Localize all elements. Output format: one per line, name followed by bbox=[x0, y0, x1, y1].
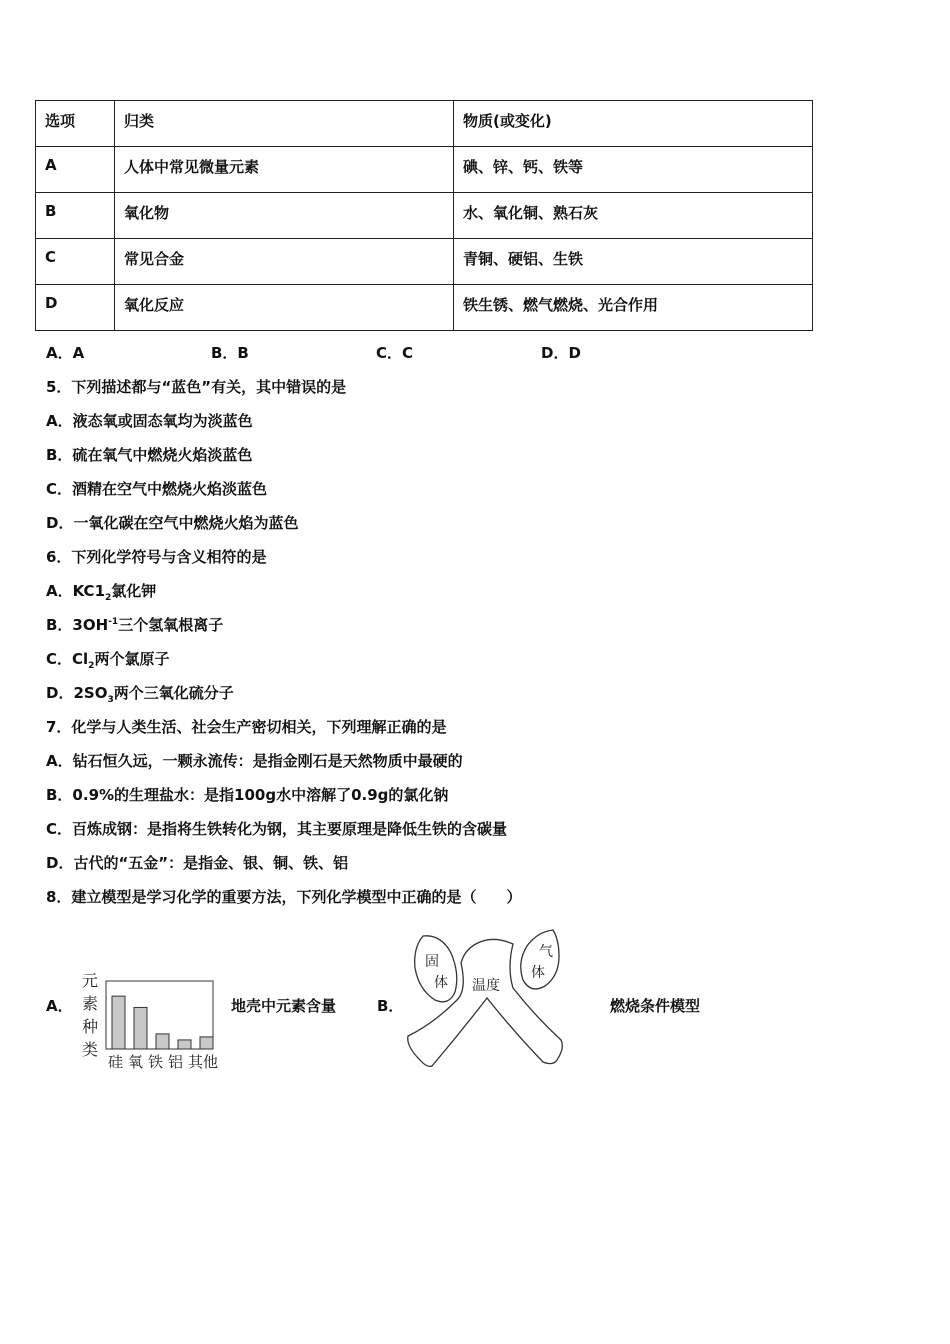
q6-stem: 6．下列化学符号与含义相符的是 bbox=[46, 548, 267, 566]
q7-option-d[interactable]: D．古代的“五金”：是指金、银、铜、铁、铝 bbox=[46, 854, 349, 872]
q6-option-a[interactable] bbox=[46, 580, 156, 603]
table-cell: 铁生锈、燃气燃烧、光合作用 bbox=[454, 285, 813, 331]
q5-option-d[interactable]: D．一氧化碳在空气中燃烧火焰为蓝色 bbox=[46, 514, 299, 532]
table-cell: 人体中常见微量元素 bbox=[115, 147, 454, 193]
bar-0 bbox=[112, 996, 125, 1049]
table-cell: C bbox=[36, 239, 115, 285]
table-cell: 氧化反应 bbox=[115, 285, 454, 331]
fire-label-temperature: 温度 bbox=[472, 978, 500, 994]
q6-option-b[interactable] bbox=[46, 614, 223, 635]
bar-3 bbox=[178, 1040, 191, 1049]
q8-option-b-label[interactable]: B． bbox=[377, 997, 404, 1015]
table-cell: B bbox=[36, 193, 115, 239]
q4-option-b[interactable]: B．B bbox=[211, 344, 249, 362]
q6-d-meaning: 两个三氧化硫分子 bbox=[113, 684, 234, 702]
fire-label-gas: 气 bbox=[539, 944, 553, 960]
table-cell: 氧化物 bbox=[115, 193, 454, 239]
q4-option-d[interactable]: D．D bbox=[541, 344, 581, 362]
bar-4 bbox=[200, 1037, 213, 1049]
y-label-char: 类 bbox=[82, 1040, 99, 1059]
table-row bbox=[36, 147, 813, 193]
q5-option-a[interactable]: A．液态氧或固态氧均为淡蓝色 bbox=[46, 412, 253, 430]
q6-c-subscript: 2 bbox=[88, 661, 95, 671]
q6-b-superscript: -1 bbox=[108, 617, 119, 627]
q6-d-formula: D．2SO bbox=[46, 684, 108, 702]
crust-element-bar-chart bbox=[78, 968, 228, 1074]
x-tick-label: 硅 bbox=[108, 1053, 124, 1071]
combustion-model-fire-diagram bbox=[405, 928, 570, 1070]
q4-table bbox=[35, 100, 813, 331]
q7-option-c[interactable]: C．百炼成钢：是指将生铁转化为钢，其主要原理是降低生铁的含碳量 bbox=[46, 820, 508, 838]
q6-d-subscript: 3 bbox=[107, 695, 114, 705]
q5-stem: 5．下列描述都与“蓝色”有关，其中错误的是 bbox=[46, 378, 347, 396]
table-row bbox=[36, 193, 813, 239]
table-cell: A bbox=[36, 147, 115, 193]
bar-2 bbox=[156, 1034, 169, 1049]
q8-option-a-label[interactable]: A． bbox=[46, 997, 73, 1015]
table-header-option: 选项 bbox=[36, 101, 115, 147]
y-label-char: 素 bbox=[82, 994, 99, 1013]
table-row bbox=[36, 285, 813, 331]
q8-option-b-caption: 燃烧条件模型 bbox=[610, 997, 701, 1015]
q6-a-subscript: 2 bbox=[105, 593, 112, 603]
table-header-category: 归类 bbox=[115, 101, 454, 147]
q5-option-c[interactable]: C．酒精在空气中燃烧火焰淡蓝色 bbox=[46, 480, 268, 498]
q4-option-a[interactable]: A．A bbox=[46, 344, 85, 362]
q5-option-b[interactable]: B．硫在氧气中燃烧火焰淡蓝色 bbox=[46, 446, 253, 464]
table-header-substance: 物质(或变化) bbox=[454, 101, 813, 147]
table-cell: 常见合金 bbox=[115, 239, 454, 285]
q7-stem: 7．化学与人类生活、社会生产密切相关，下列理解正确的是 bbox=[46, 718, 447, 736]
table-cell: 碘、锌、钙、铁等 bbox=[454, 147, 813, 193]
table-row bbox=[36, 101, 813, 147]
q7-option-b[interactable]: B．0.9%的生理盐水：是指100g水中溶解了0.9g的氯化钠 bbox=[46, 786, 449, 804]
table-cell: 青铜、硬铝、生铁 bbox=[454, 239, 813, 285]
fire-label-solid: 固 bbox=[425, 954, 439, 970]
table-cell: 水、氧化铜、熟石灰 bbox=[454, 193, 813, 239]
q6-a-meaning: 氯化钾 bbox=[111, 582, 157, 600]
q7-option-a[interactable]: A．钻石恒久远，一颗永流传：是指金刚石是天然物质中最硬的 bbox=[46, 752, 463, 770]
fire-label-gas: 体 bbox=[531, 965, 545, 981]
x-tick-label: 氧 bbox=[128, 1053, 144, 1071]
bar-1 bbox=[134, 1007, 147, 1049]
x-tick-label: 铝 bbox=[168, 1053, 184, 1071]
x-tick-label: 铁 bbox=[148, 1053, 164, 1071]
q6-b-formula: B．3OH bbox=[46, 616, 109, 634]
q8-stem: 8．建立模型是学习化学的重要方法，下列化学模型中正确的是（ ） bbox=[46, 888, 522, 906]
q6-b-meaning: 三个氢氧根离子 bbox=[118, 616, 224, 634]
fire-label-solid: 体 bbox=[434, 975, 448, 991]
q6-option-c[interactable] bbox=[46, 648, 169, 671]
q6-option-d[interactable] bbox=[46, 682, 234, 705]
table-cell: D bbox=[36, 285, 115, 331]
q4-options bbox=[46, 342, 706, 363]
y-label-char: 种 bbox=[82, 1017, 99, 1036]
q6-c-formula: C．Cl bbox=[46, 650, 89, 668]
q8-option-a-caption: 地壳中元素含量 bbox=[231, 997, 337, 1015]
chart-y-label bbox=[82, 971, 98, 1059]
q4-option-c[interactable]: C．C bbox=[376, 344, 414, 362]
x-tick-label: 其他 bbox=[188, 1053, 219, 1071]
y-label-char: 元 bbox=[82, 971, 99, 990]
table-row bbox=[36, 239, 813, 285]
q6-a-formula: A．KC1 bbox=[46, 582, 106, 600]
q6-c-meaning: 两个氯原子 bbox=[94, 650, 170, 668]
